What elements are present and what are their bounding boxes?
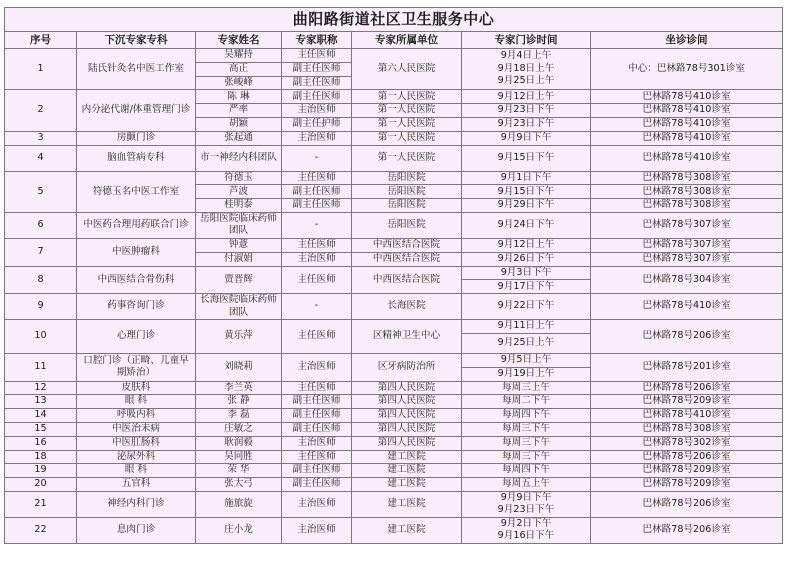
- table-row: [5, 266, 783, 280]
- expert-unit: 岳阳医院: [352, 171, 462, 185]
- clinic-time: 每周三下午: [462, 450, 591, 464]
- row-dept: 中医治未病: [77, 422, 196, 436]
- expert-name: 黄乐萍: [196, 320, 282, 354]
- row-no: 21: [5, 491, 77, 517]
- clinic-room: 巴林路78号206诊室: [591, 517, 783, 543]
- expert-title: 主任医师: [282, 171, 352, 185]
- row-dept: 五官科: [77, 478, 196, 492]
- clinic-time: 每周二下午: [462, 395, 591, 409]
- expert-name: 李兰英: [196, 381, 282, 395]
- expert-title: 主治医师: [282, 353, 352, 381]
- clinic-time: 9月22日下午: [462, 294, 591, 320]
- header-row: [5, 32, 783, 49]
- clinic-time-line: 9月9日下午: [500, 491, 552, 503]
- table-row: [5, 171, 783, 185]
- clinic-room: 巴林路78号308诊室: [591, 185, 783, 199]
- expert-unit: 长海医院: [352, 294, 462, 320]
- clinic-time: 9月19日上午: [462, 367, 591, 381]
- expert-unit: 岳阳医院: [352, 212, 462, 238]
- row-no: 16: [5, 436, 77, 450]
- table-row: [5, 517, 783, 543]
- expert-name: 吴同胜: [196, 450, 282, 464]
- clinic-room: 巴林路78号410诊室: [591, 145, 783, 171]
- clinic-time-line: 9月18日上午: [497, 62, 555, 74]
- row-no: 19: [5, 464, 77, 478]
- clinic-time: 每周三上午: [462, 381, 591, 395]
- title-row: [5, 8, 783, 32]
- table-row: [5, 478, 783, 492]
- row-dept: 脑血管病专科: [77, 145, 196, 171]
- header-time: 专家门诊时间: [462, 32, 591, 49]
- clinic-time: 9月15日下午: [462, 145, 591, 171]
- header-dept: 下沉专家专科: [77, 32, 196, 49]
- expert-unit: 区精神卫生中心: [352, 320, 462, 354]
- expert-title: 副主任医师: [282, 76, 352, 90]
- clinic-room: 巴林路78号209诊室: [591, 395, 783, 409]
- expert-unit: 第四人民医院: [352, 409, 462, 423]
- clinic-room: 巴林路78号410诊室: [591, 294, 783, 320]
- row-dept: 神经内科门诊: [77, 491, 196, 517]
- expert-name: 芦波: [196, 185, 282, 199]
- expert-name: 荣 华: [196, 464, 282, 478]
- table-row: [5, 491, 783, 517]
- expert-name: 胡颖: [196, 117, 282, 131]
- expert-name: 长海医院临床药师团队: [196, 294, 282, 320]
- row-no: 4: [5, 145, 77, 171]
- expert-unit: 第一人民医院: [352, 117, 462, 131]
- expert-name: 耿润毅: [196, 436, 282, 450]
- expert-name: 高正: [196, 62, 282, 76]
- expert-unit: 中西医结合医院: [352, 266, 462, 294]
- clinic-time: 9月5日上午: [462, 353, 591, 367]
- header-no: 序号: [5, 32, 77, 49]
- clinic-room: 中心：巴林路78号301诊室: [591, 49, 783, 90]
- expert-name: 李 磊: [196, 409, 282, 423]
- expert-title: 主治医师: [282, 436, 352, 450]
- clinic-room: 巴林路78号304诊室: [591, 266, 783, 294]
- expert-name: 陈 琳: [196, 90, 282, 104]
- row-dept: 眼 科: [77, 395, 196, 409]
- clinic-time: 9月1日下午: [462, 171, 591, 185]
- clinic-room: 巴林路78号410诊室: [591, 90, 783, 104]
- clinic-time: 每周四下午: [462, 409, 591, 423]
- table-row: [5, 145, 783, 171]
- expert-unit: 建工医院: [352, 464, 462, 478]
- expert-title: 副主任医师: [282, 395, 352, 409]
- clinic-room: 巴林路78号209诊室: [591, 478, 783, 492]
- table-row: [5, 395, 783, 409]
- row-dept: 中医肿瘤科: [77, 238, 196, 266]
- expert-name: 吴耀持: [196, 49, 282, 63]
- row-no: 5: [5, 171, 77, 212]
- clinic-room: 巴林路78号410诊室: [591, 104, 783, 118]
- clinic-time: 9月25日上午: [462, 333, 591, 353]
- expert-title: 副主任医师: [282, 422, 352, 436]
- row-dept: 呼吸内科: [77, 409, 196, 423]
- expert-title: 主治医师: [282, 491, 352, 517]
- table-row: [5, 464, 783, 478]
- expert-title: -: [282, 212, 352, 238]
- header-name: 专家姓名: [196, 32, 282, 49]
- table-row: [5, 49, 783, 63]
- row-dept: 陆氏针灸名中医工作室: [77, 49, 196, 90]
- expert-title: 副主任医师: [282, 409, 352, 423]
- row-dept: 房颤门诊: [77, 131, 196, 145]
- expert-title: 副主任医师: [282, 90, 352, 104]
- expert-title: 主治医师: [282, 517, 352, 543]
- row-dept: 心理门诊: [77, 320, 196, 354]
- expert-name: 钟薏: [196, 238, 282, 252]
- clinic-time-line: 9月2日下午: [500, 517, 552, 529]
- row-no: 20: [5, 478, 77, 492]
- clinic-time: 9月23日下午: [462, 104, 591, 118]
- row-dept: 中医药合理用药联合门诊: [77, 212, 196, 238]
- page-title: 曲阳路街道社区卫生服务中心: [5, 8, 783, 32]
- expert-unit: 中西医结合医院: [352, 252, 462, 266]
- clinic-room: 巴林路78号206诊室: [591, 491, 783, 517]
- clinic-room: 巴林路78号307诊室: [591, 238, 783, 252]
- clinic-time: 9月29日下午: [462, 199, 591, 213]
- expert-unit: 中西医结合医院: [352, 238, 462, 252]
- table-row: [5, 238, 783, 252]
- clinic-time: 每周三下午: [462, 436, 591, 450]
- clinic-time: 9月24日下午: [462, 212, 591, 238]
- expert-name: 付淑娟: [196, 252, 282, 266]
- expert-name: 市一神经内科团队: [196, 145, 282, 171]
- expert-title: -: [282, 145, 352, 171]
- expert-name: 庄敏之: [196, 422, 282, 436]
- expert-name: 严率: [196, 104, 282, 118]
- row-no: 7: [5, 238, 77, 266]
- row-no: 22: [5, 517, 77, 543]
- clinic-room: 巴林路78号410诊室: [591, 409, 783, 423]
- expert-title: 副主任医师: [282, 62, 352, 76]
- clinic-time: 每周五上午: [462, 478, 591, 492]
- table-row: [5, 422, 783, 436]
- expert-title: 主任医师: [282, 381, 352, 395]
- expert-name: 施旅旋: [196, 491, 282, 517]
- clinic-time-line: 9月23日下午: [497, 504, 555, 516]
- row-no: 8: [5, 266, 77, 294]
- expert-unit: 第四人民医院: [352, 436, 462, 450]
- expert-name: 庄小龙: [196, 517, 282, 543]
- row-dept: 息肉门诊: [77, 517, 196, 543]
- expert-unit: 第四人民医院: [352, 381, 462, 395]
- row-dept: 内分泌代谢/体重管理门诊: [77, 90, 196, 131]
- row-dept: 口腔门诊（正畸、儿童早期矫治）: [77, 353, 196, 381]
- clinic-room: 巴林路78号308诊室: [591, 199, 783, 213]
- expert-unit: 建工医院: [352, 478, 462, 492]
- expert-title: 主治医师: [282, 252, 352, 266]
- expert-unit: 第一人民医院: [352, 131, 462, 145]
- header-room: 坐诊诊间: [591, 32, 783, 49]
- expert-name: 贾晋辉: [196, 266, 282, 294]
- expert-unit: 建工医院: [352, 517, 462, 543]
- table-row: [5, 353, 783, 367]
- expert-title: 主治医师: [282, 131, 352, 145]
- clinic-time: 每周三下午: [462, 422, 591, 436]
- row-no: 13: [5, 395, 77, 409]
- row-no: 18: [5, 450, 77, 464]
- expert-title: 副主任医师: [282, 199, 352, 213]
- expert-name: 岳阳医院临床药师团队: [196, 212, 282, 238]
- expert-unit: 岳阳医院: [352, 185, 462, 199]
- row-no: 12: [5, 381, 77, 395]
- clinic-time: [462, 49, 591, 90]
- table-row: [5, 90, 783, 104]
- row-no: 6: [5, 212, 77, 238]
- clinic-time: 9月26日下午: [462, 252, 591, 266]
- clinic-time: [462, 491, 591, 517]
- expert-unit: 第一人民医院: [352, 145, 462, 171]
- clinic-room: 巴林路78号308诊室: [591, 422, 783, 436]
- clinic-time-line: 9月16日下午: [497, 530, 555, 542]
- row-dept: 中西医结合骨伤科: [77, 266, 196, 294]
- expert-name: 桂明泰: [196, 199, 282, 213]
- expert-unit: 第四人民医院: [352, 422, 462, 436]
- table-row: [5, 294, 783, 320]
- row-dept: 皮肤科: [77, 381, 196, 395]
- expert-unit: 区牙病防治所: [352, 353, 462, 381]
- expert-title: 副主任护师: [282, 117, 352, 131]
- expert-unit: 岳阳医院: [352, 199, 462, 213]
- expert-title: 主任医师: [282, 266, 352, 294]
- table-row: [5, 450, 783, 464]
- expert-title: 副主任医师: [282, 464, 352, 478]
- expert-title: 副主任医师: [282, 478, 352, 492]
- table-row: [5, 212, 783, 238]
- row-no: 9: [5, 294, 77, 320]
- row-no: 10: [5, 320, 77, 354]
- row-no: 14: [5, 409, 77, 423]
- expert-title: 主任医师: [282, 49, 352, 63]
- expert-unit: 第一人民医院: [352, 104, 462, 118]
- table-row: [5, 409, 783, 423]
- expert-title: 主任医师: [282, 238, 352, 252]
- clinic-room: 巴林路78号201诊室: [591, 353, 783, 381]
- expert-title: 主任医师: [282, 320, 352, 354]
- expert-title: -: [282, 294, 352, 320]
- clinic-room: 巴林路78号206诊室: [591, 320, 783, 354]
- table-row: [5, 131, 783, 145]
- expert-unit: 建工医院: [352, 450, 462, 464]
- row-dept: 符德玉名中医工作室: [77, 171, 196, 212]
- row-dept: 泌尿外科: [77, 450, 196, 464]
- header-title: 专家职称: [282, 32, 352, 49]
- row-dept: 药事咨询门诊: [77, 294, 196, 320]
- clinic-time: 9月12日上午: [462, 238, 591, 252]
- schedule-table: [4, 7, 783, 544]
- clinic-time: 9月9日下午: [462, 131, 591, 145]
- clinic-time-line: 9月4日上午: [500, 50, 552, 62]
- clinic-room: 巴林路78号410诊室: [591, 131, 783, 145]
- clinic-room: 巴林路78号307诊室: [591, 212, 783, 238]
- expert-title: 主任医师: [282, 450, 352, 464]
- expert-name: 符德玉: [196, 171, 282, 185]
- clinic-time: 9月17日下午: [462, 280, 591, 294]
- clinic-room: 巴林路78号206诊室: [591, 450, 783, 464]
- clinic-room: 巴林路78号307诊室: [591, 252, 783, 266]
- row-no: 2: [5, 90, 77, 131]
- expert-title: 主治医师: [282, 104, 352, 118]
- expert-name: 张大弓: [196, 478, 282, 492]
- header-unit: 专家所属单位: [352, 32, 462, 49]
- expert-name: 张 静: [196, 395, 282, 409]
- table-row: [5, 436, 783, 450]
- clinic-time: 每周四下午: [462, 464, 591, 478]
- clinic-time: [462, 517, 591, 543]
- table-row: [5, 320, 783, 334]
- expert-unit: 第四人民医院: [352, 395, 462, 409]
- expert-title: 副主任医师: [282, 185, 352, 199]
- expert-name: 张起通: [196, 131, 282, 145]
- clinic-time: 9月3日下午: [462, 266, 591, 280]
- row-dept: 眼 科: [77, 464, 196, 478]
- clinic-time: 9月23日下午: [462, 117, 591, 131]
- table-row: [5, 381, 783, 395]
- row-dept: 中医肛肠科: [77, 436, 196, 450]
- clinic-room: 巴林路78号206诊室: [591, 381, 783, 395]
- clinic-room: 巴林路78号410诊室: [591, 117, 783, 131]
- expert-unit: 第一人民医院: [352, 90, 462, 104]
- row-no: 3: [5, 131, 77, 145]
- clinic-time: 9月15日下午: [462, 185, 591, 199]
- expert-unit: 建工医院: [352, 491, 462, 517]
- row-no: 11: [5, 353, 77, 381]
- clinic-room: 巴林路78号308诊室: [591, 171, 783, 185]
- expert-name: 张峻峰: [196, 76, 282, 90]
- row-no: 1: [5, 49, 77, 90]
- clinic-room: 巴林路78号209诊室: [591, 464, 783, 478]
- expert-name: 刘晓莉: [196, 353, 282, 381]
- clinic-room: 巴林路78号302诊室: [591, 436, 783, 450]
- clinic-time: 9月11日上午: [462, 320, 591, 334]
- row-no: 15: [5, 422, 77, 436]
- clinic-time-line: 9月25日上午: [497, 75, 555, 87]
- clinic-time: 9月12日上午: [462, 90, 591, 104]
- expert-unit: 第六人民医院: [352, 49, 462, 90]
